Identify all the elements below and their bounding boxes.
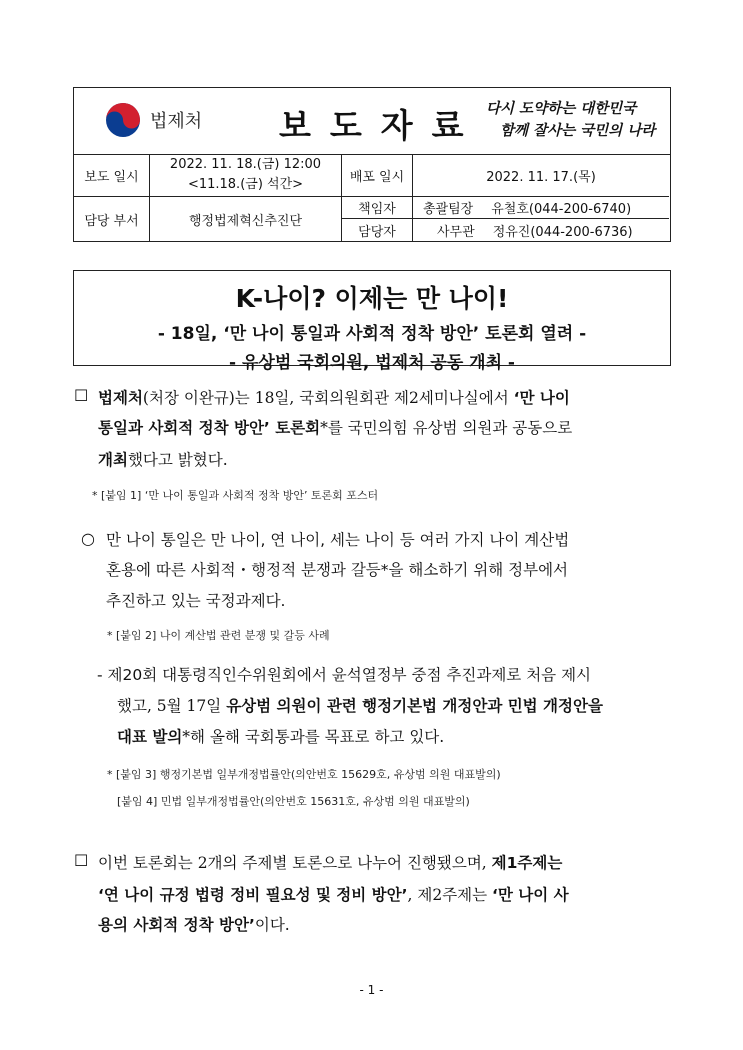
responsible-value [413, 197, 669, 219]
text-segment: 개최 [98, 451, 128, 469]
p3-line-1: - 제20회 대통령직인수위원회에서 윤석열정부 중점 추진과제로 처음 제시 [97, 666, 592, 684]
page-title: 보도자료 [279, 106, 483, 145]
department-value: 행정법제혁신추진단 [150, 197, 342, 241]
p4-line-1 [98, 848, 562, 878]
taegeuk-icon [104, 101, 142, 139]
p3-line-3 [117, 722, 444, 752]
text-segment: 통일과 사회적 정착 방안’ 토론회 [98, 419, 321, 437]
p2-line-3: 추진하고 있는 국정과제다. [106, 592, 286, 610]
footnote-2: * [붙임 2] 나이 계산법 관련 분쟁 및 갈등 사례 [107, 629, 330, 642]
responsible-title: 총괄팀장 [423, 202, 474, 217]
text-segment: 이다. [254, 916, 290, 934]
responsible-name: 유철호(044-200-6740) [491, 202, 632, 217]
text-segment: ‘만 나이 [513, 389, 570, 407]
text-segment: 했고, 5월 17일 [117, 697, 227, 715]
p3-line-2 [117, 691, 603, 721]
footnote-3: * [붙임 3] 행정기본법 일부개정법률안(의안번호 15629호, 유상범 의원 대표발의) [107, 768, 501, 781]
p1-line-1 [98, 383, 570, 413]
footnote-1: * [붙임 1] ‘만 나이 통일과 사회적 정착 방안’ 토론회 포스터 [92, 489, 379, 502]
text-segment: *해 올해 국회통과를 목표로 하고 있다. [182, 728, 445, 746]
footnote-4: [붙임 4] 민법 일부개정법률안(의안번호 15631호, 유상범 의원 대표발의) [117, 795, 470, 808]
text-segment: ‘연 나이 규정 법령 정비 필요성 및 정비 방안’ [98, 886, 408, 904]
responsible-label: 책임자 [342, 197, 413, 219]
text-segment: , 제2주제는 [407, 886, 493, 904]
text-segment: 법제처 [98, 389, 143, 407]
p4-line-3 [98, 910, 290, 940]
contact-value [413, 219, 669, 241]
press-release-header [73, 87, 671, 242]
ministry-logo [102, 100, 242, 140]
p2-line-2: 혼용에 따른 사회적・행정적 분쟁과 갈등*을 해소하기 위해 정부에서 [106, 561, 569, 579]
text-segment: 했다고 밝혔다. [127, 451, 228, 469]
government-slogan [486, 98, 655, 142]
slogan-line-2: 함께 잘사는 국민의 나라 [500, 122, 656, 139]
headline-main: K-나이? 이제는 만 나이! [235, 284, 509, 313]
release-date-value [150, 154, 342, 197]
text-segment: 유상범 의원이 관련 행정기본법 개정안과 민법 개정안을 [226, 697, 603, 715]
page-number: - 1 - [359, 983, 384, 997]
text-segment: 용의 사회적 정착 방안’ [98, 916, 255, 934]
headline-sub-1: - 18일, ‘만 나이 통일과 사회적 정착 방안’ 토론회 열려 - [157, 324, 587, 344]
org-name: 법제처 [150, 111, 203, 132]
release-date-line-1: 2022. 11. 18.(금) 12:00 [169, 157, 322, 172]
text-segment: 제1주제는 [491, 854, 563, 872]
p2-line-1: 만 나이 통일은 만 나이, 연 나이, 세는 나이 등 여러 가지 나이 계산법 [106, 531, 570, 549]
text-segment: ‘만 나이 사 [492, 886, 569, 904]
release-date-line-2: <11.18.(금) 석간> [187, 177, 304, 192]
p1-line-3 [98, 445, 228, 475]
release-date-label: 보도 일시 [74, 154, 150, 197]
p4-line-2 [98, 880, 569, 910]
square-bullet-icon: ☐ [74, 386, 89, 405]
text-segment: 대표 발의 [117, 728, 183, 746]
text-segment: *를 국민의힘 유상범 의원과 공동으로 [320, 419, 573, 437]
distribute-date-value: 2022. 11. 17.(목) [413, 154, 669, 197]
square-bullet-icon: ☐ [74, 851, 89, 870]
department-label: 담당 부서 [74, 197, 150, 241]
text-segment: (처장 이완규)는 18일, 국회의원회관 제2세미나실에서 [142, 389, 514, 407]
circle-bullet-icon: ○ [81, 529, 95, 548]
distribute-date-label: 배포 일시 [342, 154, 413, 197]
contact-label: 담당자 [342, 219, 413, 241]
contact-title: 사무관 [437, 224, 475, 240]
slogan-line-1: 다시 도약하는 대한민국 [486, 100, 637, 117]
text-segment: 이번 토론회는 2개의 주제별 토론으로 나누어 진행됐으며, [98, 854, 492, 872]
p1-line-2 [98, 413, 572, 443]
headline-sub-2: - 유상범 국회의원, 법제처 공동 개최 - [229, 353, 515, 373]
headline-box [73, 270, 671, 373]
header-title-row [74, 88, 670, 155]
contact-name: 정유진(044-200-6736) [492, 224, 633, 240]
